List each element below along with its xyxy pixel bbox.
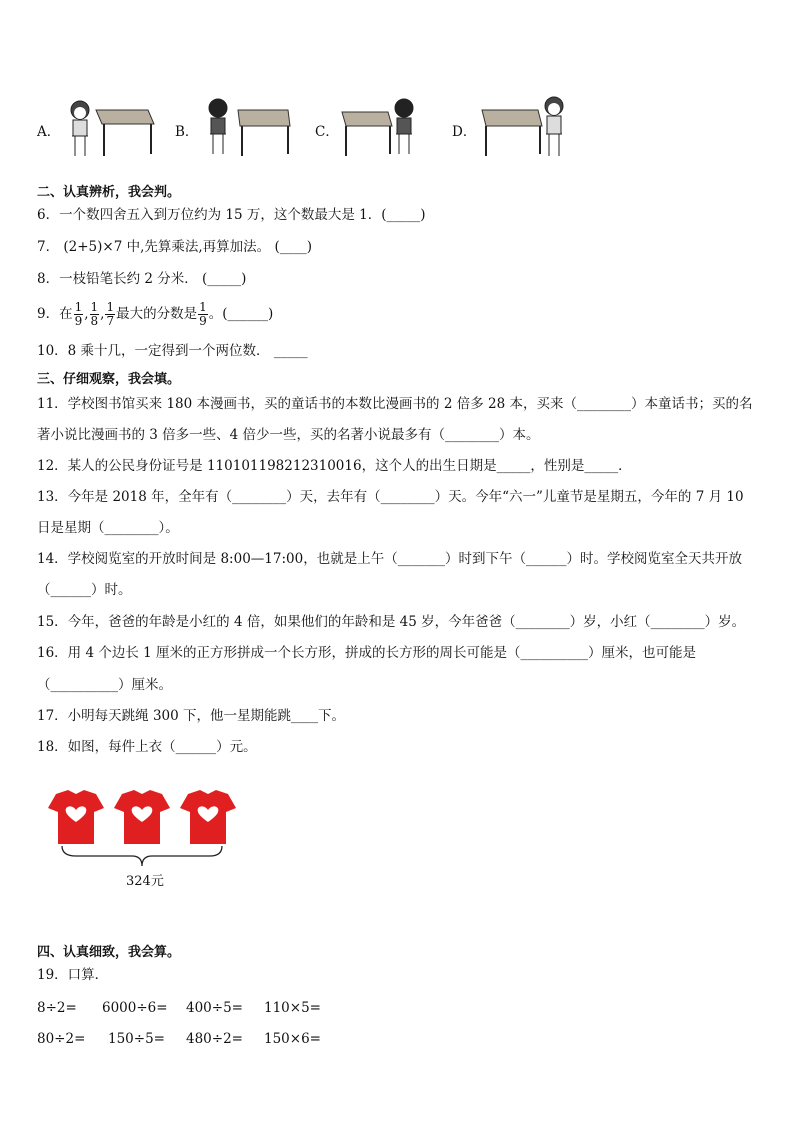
question-16-line1: 16．用 4 个边长 1 厘米的正方形拼成一个长方形，拼成的长方形的周长可能是（__________）厘米，也可能是 [37,645,697,661]
question-16-line2: （__________）厘米。 [37,677,172,693]
option-a-label[interactable]: A． [37,124,61,140]
section-title: 二、认真辨析，我会判。 [37,185,181,200]
brace [62,846,222,866]
question-13-line1: 13．今年是 2018 年，全年有（________）天，去年有（________）天。今年“六一”儿童节是星期五，今年的 7 月 10 [37,489,744,505]
option-d-picture [478,94,578,162]
table-figure [482,110,542,156]
tshirt [114,790,170,844]
girl-figure [71,101,89,156]
table-figure [342,112,392,156]
fraction: $\frac{1}{9}$ [74,300,83,328]
question-12: 12．某人的公民身份证号是 110101198212310016，这个人的出生日期是_____，性别是_____． [37,458,632,474]
question-13-line2: 日是星期（________）。 [37,520,179,536]
section-title: 四、认真细致，我会算。 [37,945,181,960]
calc-item: 110×5= [264,1000,321,1016]
option-d-label[interactable]: D． [452,124,477,140]
calc-item: 150÷5= [108,1031,165,1047]
option-c-picture [338,96,428,162]
girl-figure [209,99,227,154]
option-b-label[interactable]: B． [175,124,199,140]
question-11-line1: 11．学校图书馆买来 180 本漫画书，买的童话书的本数比漫画书的 2 倍多 28 本，买来（________）本童话书；买的名 [37,396,753,412]
tshirt [180,790,236,844]
question-18: 18．如图，每件上衣（______）元。 [37,739,257,755]
table-figure [238,110,290,156]
calc-item: 6000÷6= [102,1000,168,1016]
option-c-label[interactable]: C． [315,124,339,140]
question-14-line2: （______）时。 [37,582,132,598]
question-9-middle: 最大的分数是 [116,306,198,322]
option-a-picture [62,96,157,162]
calc-item: 150×6= [264,1031,321,1047]
tshirt [48,790,104,844]
question-15: 15．今年，爸爸的年龄是小红的 4 倍，如果他们的年龄和是 45 岁，今年爸爸（________）岁，小红（________）岁。 [37,614,746,630]
tshirts-total-label: 324元 [126,874,164,889]
fraction: $\frac{1}{7}$ [106,300,115,328]
question-14-line1: 14．学校阅览室的开放时间是 8:00—17:00，也就是上午（_______）时到下午（______）时。学校阅览室全天共开放 [37,551,742,567]
option-b-picture [200,96,295,162]
question-8: 8．一枝铅笔长约 2 分米． (_____) [37,271,247,287]
table-figure [96,110,154,156]
question-10: 10．8 乘十几，一定得到一个两位数． _____ [37,343,308,359]
question-17: 17．小明每天跳绳 300 下，他一星期能跳____下。 [37,708,346,724]
calc-item: 480÷2= [186,1031,243,1047]
question-6: 6．一个数四舍五入到万位约为 15 万，这个数最大是 1．(_____) [37,207,426,223]
question-9-prefix: 9．在 [37,306,73,322]
section-title: 三、仔细观察，我会填。 [37,372,181,387]
question-7: 7． (2+5)×7 中,先算乘法,再算加法。 (____) [37,239,313,255]
girl-figure [395,99,413,154]
question-9: 9．在 $\frac{1}{9}$ , $\frac{1}{8}$ , $\frac{1}{7}$ 最大的分数是 $\frac{1}{9}$ 。(______) [37,300,274,328]
fraction: $\frac{1}{8}$ [90,300,99,328]
fraction: $\frac{1}{9}$ [199,300,207,328]
calc-item: 400÷5= [186,1000,243,1016]
question-19: 19．口算． [37,967,109,983]
calc-item: 80÷2= [37,1031,86,1047]
question-9-suffix: 。(______) [208,306,274,322]
calc-item: 8÷2= [37,1000,77,1016]
girl-figure [545,97,563,156]
question-11-line2: 著小说比漫画书的 3 倍多一些、4 倍少一些，买的名著小说最多有（________）本。 [37,427,540,443]
